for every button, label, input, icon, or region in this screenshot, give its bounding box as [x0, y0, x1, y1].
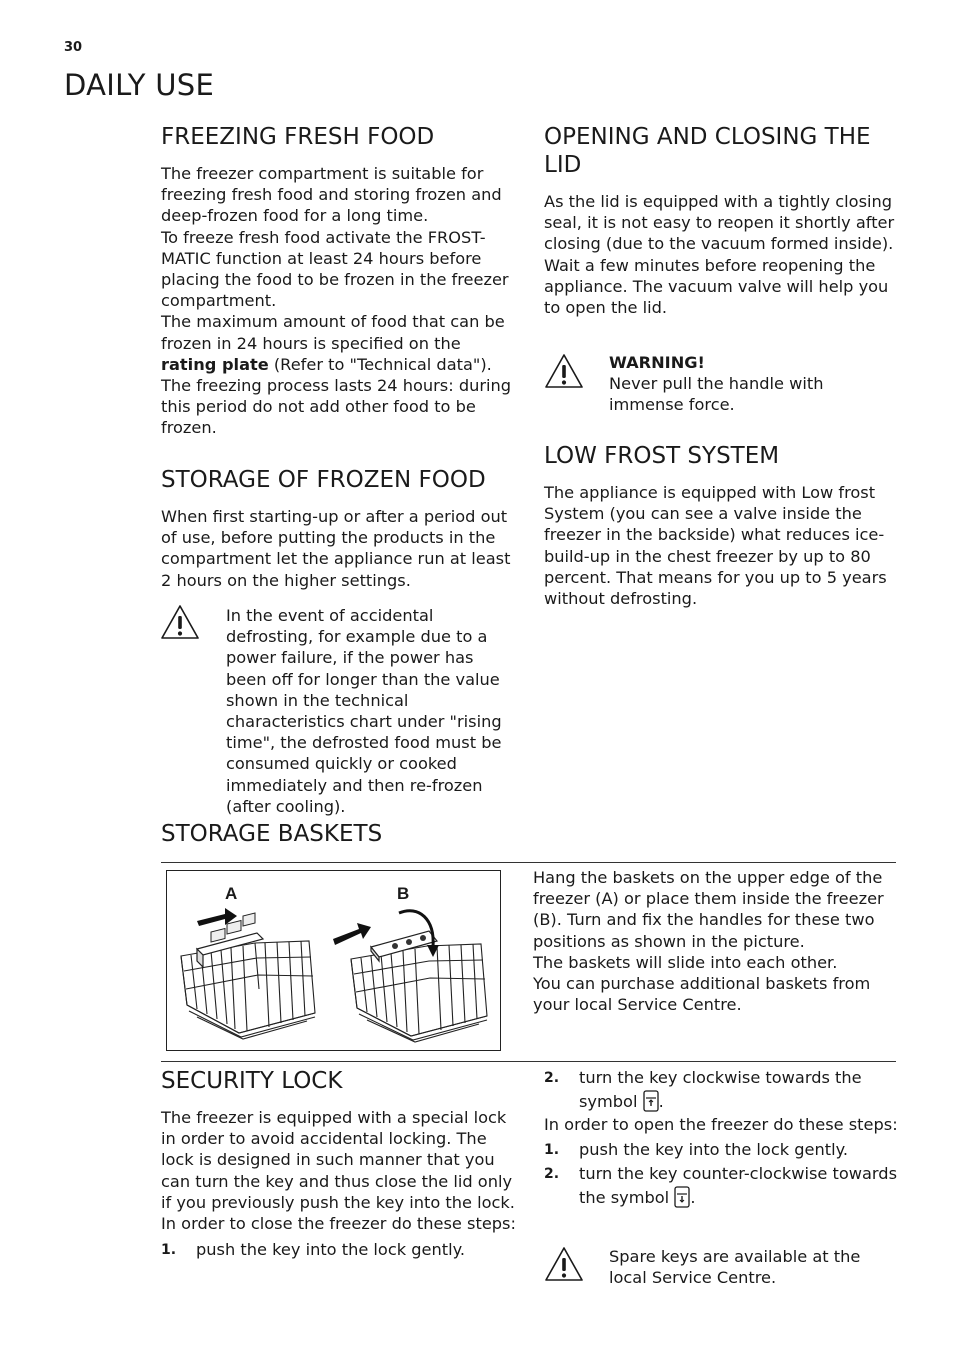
storage-frozen-note: In the event of accidental defrosting, for example due to a power failure, if the power has been off for longer than the value shown in the technical characteristics chart under "rising time", the defrosted food must be consumed quickly or cooked immediately and then re-frozen (after cooling). [226, 606, 502, 816]
unlock-symbol-icon [674, 1186, 690, 1208]
freezing-heading: FREEZING FRESH FOOD [161, 124, 435, 150]
baskets-heading-wrap [161, 820, 382, 848]
low-frost-section [544, 442, 899, 609]
lock-symbol-icon [643, 1090, 659, 1112]
freezing-p3: The maximum amount of food that can be frozen in 24 hours is specified on the rating plate (Refer to "Technical data"). [161, 312, 505, 374]
baskets-p3: You can purchase additional baskets from your local Service Centre. [533, 974, 871, 1015]
arrow-right-icon [333, 923, 371, 945]
warning-title: WARNING! [609, 353, 705, 372]
security-section [161, 1067, 516, 1262]
list-item: 2. turn the key counter-clockwise towards the symbol . [544, 1164, 898, 1208]
baskets-p1: Hang the baskets on the upper edge of the freezer (A) or place them inside the freezer (B). Turn and fix the handles for these two positions as shown in the picture. [533, 868, 884, 951]
close-steps [161, 1238, 516, 1262]
list-item: 1. push the key into the lock gently. [544, 1140, 849, 1160]
security-p3: In order to open the freezer do these steps: [544, 1115, 898, 1134]
basket-b [351, 944, 487, 1042]
warning-text: Never pull the handle with immense force. [609, 374, 824, 415]
security-heading: SECURITY LOCK [161, 1068, 343, 1094]
warning-triangle-icon [544, 353, 584, 389]
rating-plate-term: rating plate [161, 354, 269, 374]
page-title: DAILY USE [64, 68, 215, 102]
baskets-text [533, 867, 893, 1015]
lid-heading: OPENING AND CLOSING THE LID [544, 124, 871, 178]
lid-section [544, 123, 899, 318]
divider [161, 1061, 896, 1062]
lid-p1: As the lid is equipped with a tightly closing seal, it is not easy to reopen it shortly after closing (due to the vacuum formed inside). [544, 192, 895, 254]
storage-frozen-section [161, 466, 516, 591]
lid-p2: Wait a few minutes before reopening the appliance. The vacuum valve will help you to open the lid. [544, 255, 889, 318]
security-p2: In order to close the freezer do these steps: [161, 1214, 516, 1234]
warning-triangle-icon [160, 604, 200, 640]
close-steps-cont [544, 1066, 899, 1114]
security-p1: The freezer is equipped with a special lock in order to avoid accidental locking. The lock is designed in such manner that you can turn the key and thus close the lid only if you previously push the key into the lock. [161, 1108, 515, 1212]
storage-frozen-heading: STORAGE OF FROZEN FOOD [161, 467, 486, 493]
security-right [544, 1066, 899, 1210]
baskets-figure [166, 870, 501, 1051]
figure-label-a: A [225, 884, 238, 903]
page-number: 30 [64, 40, 83, 55]
freezing-section [161, 123, 516, 439]
lid-warning [609, 352, 894, 416]
freezing-p4: The freezing process lasts 24 hours: during this period do not add other food to be frozen. [161, 376, 512, 438]
storage-frozen-p1: When first starting-up or after a period out of use, before putting the products in the compartment let the appliance run at least 2 hours on the higher settings. [161, 507, 511, 590]
warning-triangle-icon [544, 1246, 584, 1282]
freezing-p1: The freezer compartment is suitable for freezing fresh food and storing frozen and deep-frozen food for a long time. [161, 164, 502, 226]
low-frost-heading: LOW FROST SYSTEM [544, 443, 780, 469]
baskets-p2: The baskets will slide into each other. [533, 952, 838, 972]
list-item: 2. turn the key clockwise towards the symbol . [544, 1068, 862, 1111]
basket-illustration [167, 871, 500, 1050]
list-item: 1. push the key into the lock gently. [161, 1240, 466, 1260]
security-note: Spare keys are available at the local Service Centre. [609, 1247, 861, 1288]
freezing-p2: To freeze fresh food activate the FROST-MATIC function at least 24 hours before placing the food to be frozen in the freezer compartment. [161, 227, 509, 311]
open-steps [544, 1138, 899, 1210]
figure-label-b: B [397, 884, 410, 903]
low-frost-p1: The appliance is equipped with Low frost System (you can see a valve inside the freezer in the backside) what reduces ice-build-up in the chest freezer by up to 80 percent. That means for you up to 5 years without defrosting. [544, 483, 887, 609]
divider [161, 862, 896, 863]
baskets-heading: STORAGE BASKETS [161, 821, 383, 847]
